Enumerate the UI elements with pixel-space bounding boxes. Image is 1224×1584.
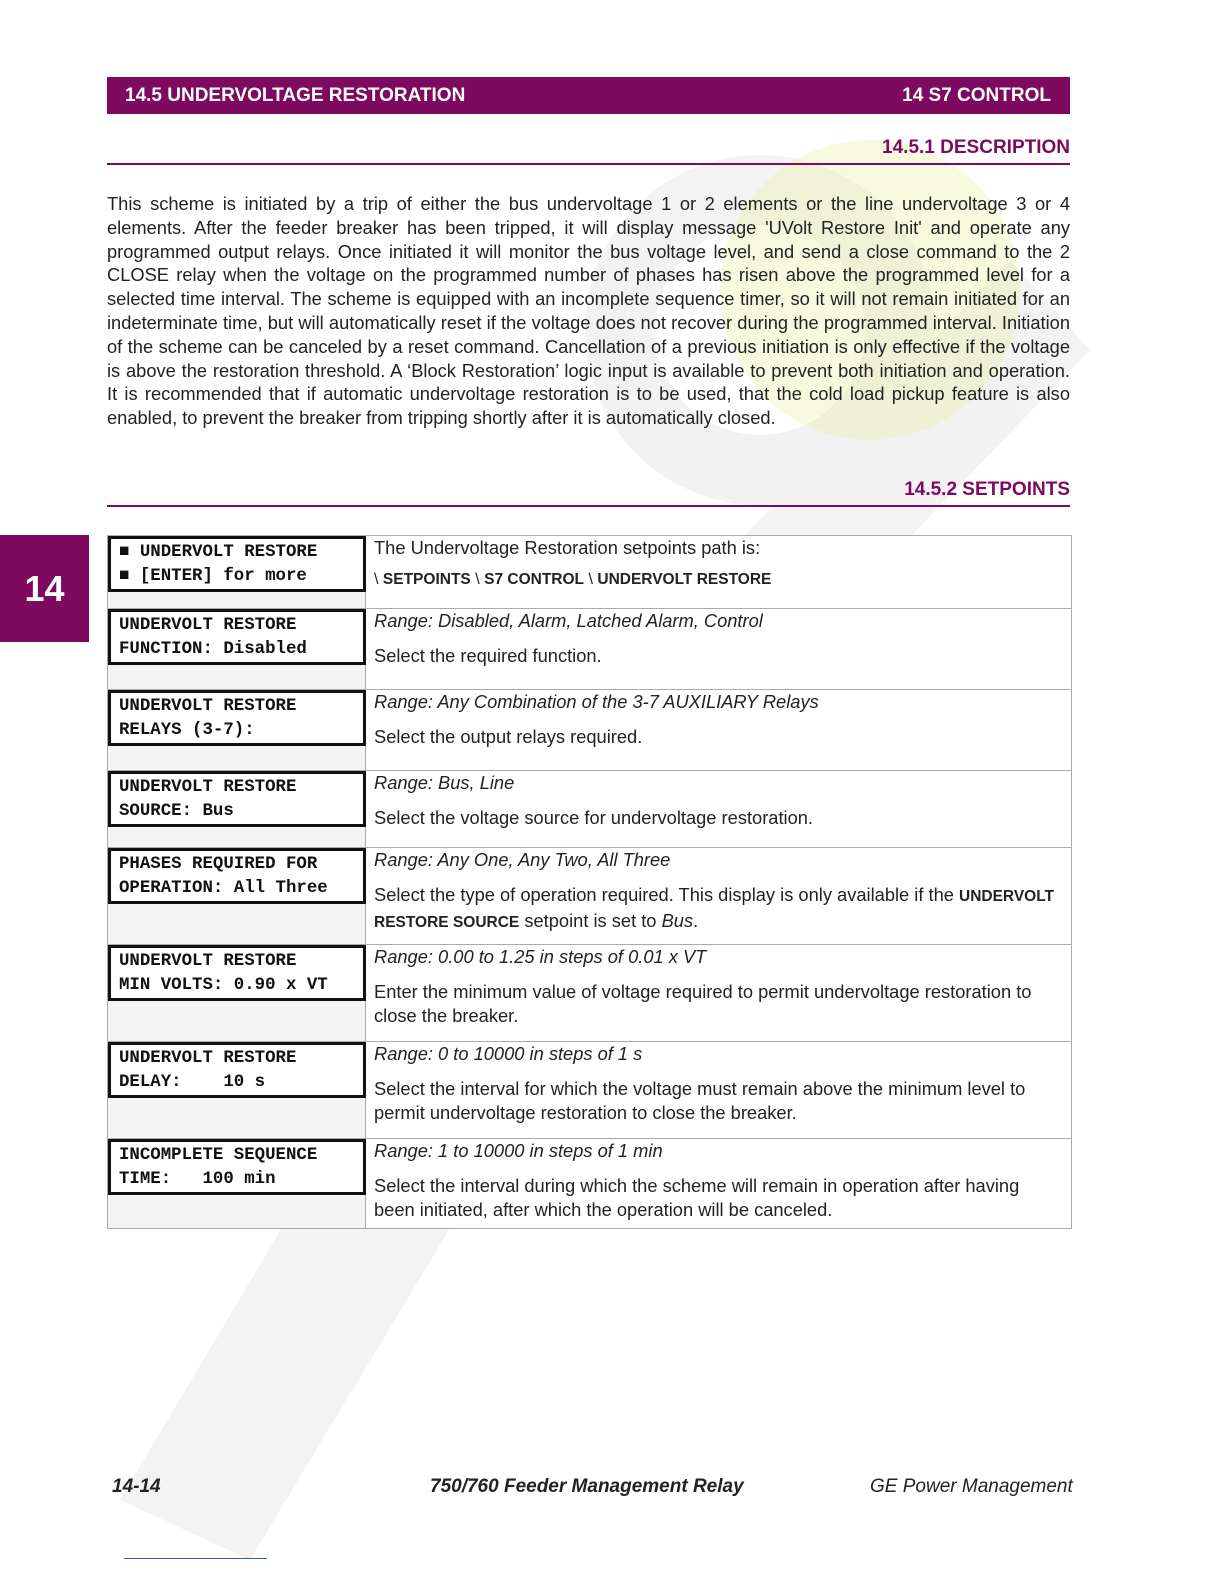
chapter-tab-number: 14 — [24, 567, 65, 609]
setpoint-range: Range: 1 to 10000 in steps of 1 min — [374, 1140, 663, 1161]
setpoint-row — [108, 848, 1071, 945]
setpoint-info-cell — [366, 848, 1071, 944]
lcd-line-1: UNDERVOLT RESTORE — [119, 697, 297, 716]
setpoint-display-cell — [108, 848, 366, 944]
description-heading: 14.5.1 DESCRIPTION — [107, 137, 1070, 165]
lcd-line-1: UNDERVOLT RESTORE — [119, 1049, 297, 1068]
setpoint-name-ref: UNDERVOLT RESTORE SOURCE — [374, 887, 1055, 931]
lcd-line-2: OPERATION: All Three — [119, 879, 328, 898]
header-section-title: 14.5 UNDERVOLTAGE RESTORATION — [125, 84, 466, 106]
lcd-line-1: UNDERVOLT RESTORE — [119, 778, 297, 797]
setpoints-path-intro: The Undervoltage Restoration setpoints path is: — [374, 537, 761, 558]
setpoint-description: Select the required function. — [374, 644, 602, 666]
setpoint-display-cell — [108, 536, 366, 608]
lcd-line-2: TIME: 100 min — [119, 1170, 276, 1189]
lcd-display — [108, 1139, 366, 1195]
lcd-line-1: PHASES REQUIRED FOR — [119, 855, 318, 874]
setpoint-row — [108, 945, 1071, 1042]
header-chapter-title: 14 S7 CONTROL — [902, 84, 1051, 106]
setpoint-row — [108, 1042, 1071, 1139]
setpoint-info-cell — [366, 609, 1071, 689]
desc-part: Select the type of operation required. This display is only available if the — [374, 883, 954, 905]
header-bar — [107, 77, 1070, 114]
description-text: This scheme is initiated by a trip of either the bus undervoltage 1 or 2 elements or the line undervoltage 3 or 4 elements. After the feeder breaker has been tripped, it will display message 'UVolt Restore Init' and operate any programmed output relays. Once initiated it will monitor the bus voltage level, and send a close command to the 2 CLOSE relay when the voltage on the programmed number of phases has risen above the programmed level for a selected time interval. The scheme is equipped with an incomplete sequence timer, so it will not remain initiated for an indeterminate time, but will automatically reset if the voltage does not recover during the programmed interval. Initiation of the scheme can be canceled by a reset command. Cancellation of a previous initiation is only effective if the voltage is above the restoration threshold. A ‘Block Restoration’ logic input is available to prevent both initiation and operation. It is recommended that if automatic undervoltage restoration is to be used, that the cold load pickup feature is also enabled, to prevent the breaker from tripping shortly after it is automatically closed. — [107, 193, 1070, 429]
setpoint-info-cell — [366, 771, 1071, 847]
lcd-line-2: ■ [ENTER] for more — [119, 567, 307, 586]
lcd-line-2: DELAY: 10 s — [119, 1073, 266, 1092]
setpoint-description: Select the voltage source for undervoltage restoration. — [374, 806, 814, 828]
lcd-display — [108, 690, 366, 746]
setpoint-range: Range: Bus, Line — [374, 772, 515, 793]
setpoint-description: Select the interval during which the scheme will remain in operation after having been initiated, after which the operation will be canceled. — [374, 1174, 1020, 1220]
setpoint-info-cell — [366, 1139, 1071, 1228]
setpoint-row — [108, 1139, 1071, 1229]
lcd-display — [108, 609, 366, 665]
setpoint-range: Range: Any Combination of the 3-7 AUXILIARY Relays — [374, 691, 819, 712]
footer-product-name: 750/760 Feeder Management Relay — [430, 1476, 744, 1497]
setpoint-display-cell — [108, 609, 366, 689]
lcd-line-2: SOURCE: Bus — [119, 802, 234, 821]
lcd-line-1: UNDERVOLT RESTORE — [119, 616, 297, 635]
bottom-divider — [124, 1558, 267, 1559]
lcd-display — [108, 771, 366, 827]
lcd-line-1: ■ UNDERVOLT RESTORE — [119, 543, 318, 562]
setpoints-path — [374, 569, 1061, 591]
footer-company-name: GE Power Management — [870, 1476, 1073, 1497]
setpoint-range: Range: 0.00 to 1.25 in steps of 0.01 x VT — [374, 946, 707, 967]
setpoint-range: Range: Any One, Any Two, All Three — [374, 849, 671, 870]
setpoint-display-cell — [108, 1139, 366, 1228]
setpoint-description: Select the output relays required. — [374, 725, 643, 747]
path-part-s7-control: S7 CONTROL — [484, 570, 585, 588]
footer-page-number: 14-14 — [112, 1476, 161, 1497]
setpoint-description: Enter the minimum value of voltage required to permit undervoltage restoration to close the breaker. — [374, 980, 1032, 1026]
setpoints-heading: 14.5.2 SETPOINTS — [107, 479, 1070, 507]
desc-part: setpoint is set to — [524, 909, 657, 931]
path-part-undervolt-restore: UNDERVOLT RESTORE — [597, 570, 772, 588]
path-sep: \ — [588, 570, 593, 588]
setpoint-value-ref: Bus — [661, 909, 694, 931]
path-sep: \ — [475, 570, 480, 588]
setpoint-display-cell — [108, 690, 366, 770]
lcd-display-menu — [108, 536, 366, 592]
setpoint-info-cell — [366, 536, 1071, 608]
lcd-display — [108, 848, 366, 904]
lcd-display — [108, 945, 366, 1001]
setpoint-info-cell — [366, 945, 1071, 1041]
setpoint-range: Range: 0 to 10000 in steps of 1 s — [374, 1043, 643, 1064]
setpoint-range: Range: Disabled, Alarm, Latched Alarm, Control — [374, 610, 763, 631]
lcd-line-2: MIN VOLTS: 0.90 x VT — [119, 976, 328, 995]
setpoint-info-cell — [366, 1042, 1071, 1138]
setpoint-row — [108, 771, 1071, 848]
setpoint-row — [108, 690, 1071, 771]
lcd-line-1: INCOMPLETE SEQUENCE — [119, 1146, 318, 1165]
setpoint-display-cell — [108, 1042, 366, 1138]
setpoint-description: Select the interval for which the voltage must remain above the minimum level to permit undervoltage restoration to close the breaker. — [374, 1077, 1026, 1123]
setpoint-display-cell — [108, 945, 366, 1041]
chapter-tab — [0, 535, 89, 642]
setpoint-display-cell — [108, 771, 366, 847]
setpoints-table — [107, 535, 1072, 1229]
setpoint-row-menu — [108, 536, 1071, 609]
setpoint-description: Select the type of operation required. This display is only available if the UNDERVOLT RESTORE SOURCE setpoint is set to Bus. — [374, 883, 1055, 931]
lcd-line-2: RELAYS (3-7): — [119, 721, 255, 740]
setpoint-info-cell — [366, 690, 1071, 770]
lcd-line-2: FUNCTION: Disabled — [119, 640, 307, 659]
lcd-line-1: UNDERVOLT RESTORE — [119, 952, 297, 971]
path-sep: \ — [374, 570, 379, 588]
lcd-display — [108, 1042, 366, 1098]
setpoint-row — [108, 609, 1071, 690]
path-part-setpoints: SETPOINTS — [382, 570, 471, 588]
